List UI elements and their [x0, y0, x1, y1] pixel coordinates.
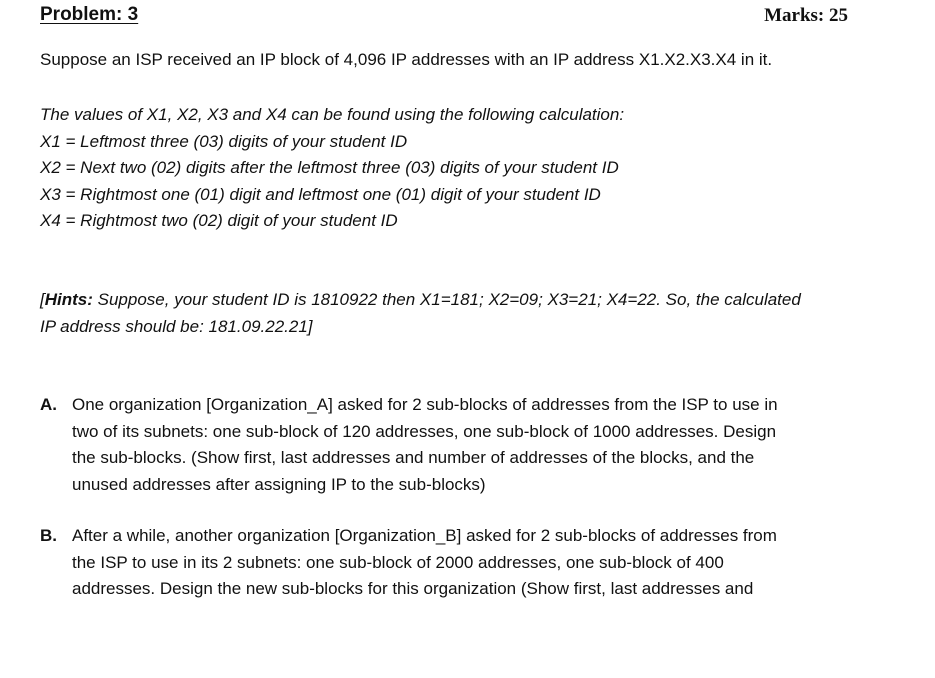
- question-b-line: addresses. Design the new sub-blocks for this organization (Show first, last addresses and: [72, 579, 754, 598]
- question-b-line: the ISP to use in its 2 subnets: one sub-block of 2000 addresses, one sub-block of 400: [72, 552, 724, 572]
- marks-label: Marks: 25: [764, 5, 848, 26]
- question-b: [40, 523, 890, 603]
- x2-definition: X2 = Next two (02) digits after the leftmost three (03) digits of your student ID: [40, 158, 619, 177]
- x1-definition: X1 = Leftmost three (03) digits of your student ID: [40, 131, 408, 151]
- hints-line-1-text: Suppose, your student ID is 1810922 then X1=181; X2=09; X3=21; X4=22. So, the calculated: [92, 290, 801, 309]
- question-a: [40, 392, 890, 498]
- question-b-label: B.: [40, 526, 57, 545]
- problem-header: [40, 4, 850, 32]
- x3-definition: X3 = Rightmost one (01) digit and leftmost one (01) digit of your student ID: [40, 184, 601, 204]
- x4-definition: X4 = Rightmost two (02) digit of your student ID: [40, 211, 398, 230]
- calculation-block: [40, 102, 624, 235]
- question-a-text: [72, 392, 890, 498]
- calculation-heading: The values of X1, X2, X3 and X4 can be found using the following calculation:: [40, 105, 625, 124]
- question-a-line: One organization [Organization_A] asked for 2 sub-blocks of addresses from the ISP to use in: [72, 395, 778, 414]
- hints-line-2: IP address should be: 181.09.22.21]: [40, 317, 313, 336]
- question-a-label: A.: [40, 395, 57, 414]
- problem-title: Problem: 3: [40, 4, 139, 25]
- question-a-line: two of its subnets: one sub-block of 120 addresses, one sub-block of 1000 addresses. Design: [72, 421, 777, 441]
- question-a-line: the sub-blocks. (Show first, last addresses and number of addresses of the blocks, and the: [72, 448, 755, 467]
- hints-block: [40, 286, 900, 340]
- question-a-line: unused addresses after assigning IP to the sub-blocks): [72, 474, 486, 494]
- question-b-text: [72, 523, 890, 603]
- intro-paragraph: Suppose an ISP received an IP block of 4,096 IP addresses with an IP address X1.X2.X3.X4 in it.: [40, 50, 773, 69]
- question-b-line: After a while, another organization [Organization_B] asked for 2 sub-blocks of addresses from: [72, 526, 777, 545]
- hints-open-bracket: [: [40, 290, 45, 309]
- hints-label: Hints:: [44, 290, 93, 309]
- hints-line-1: [40, 286, 900, 313]
